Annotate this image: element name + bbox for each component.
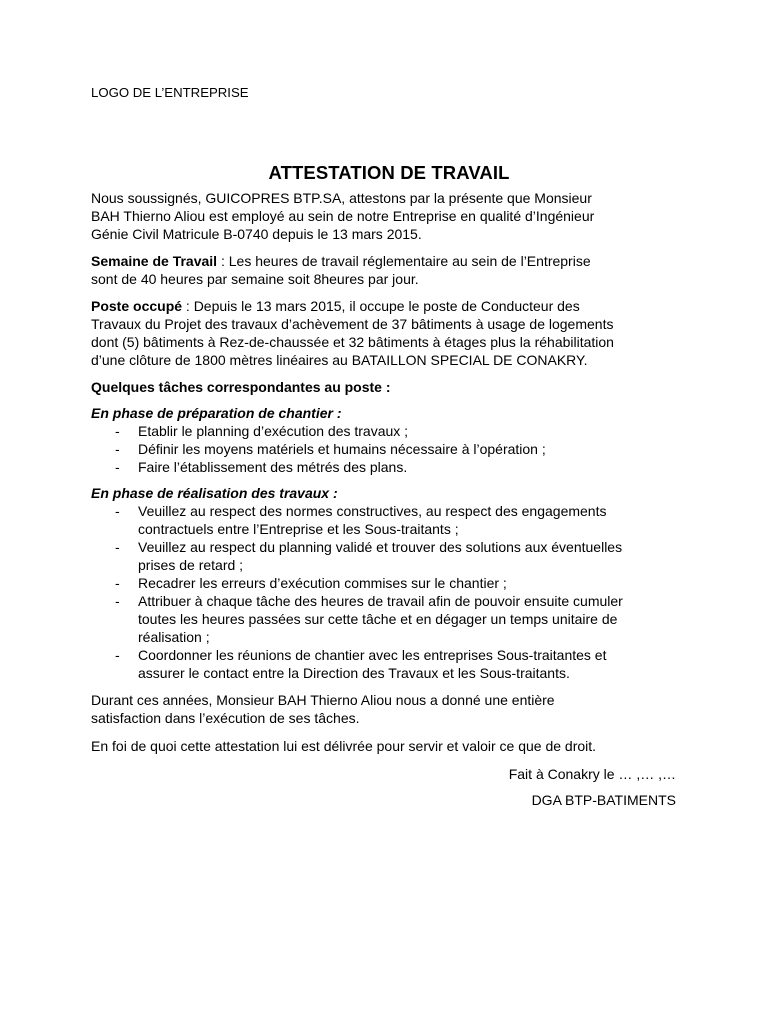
list-item — [91, 458, 687, 476]
dash-bullet: - — [115, 423, 120, 439]
intro-line: BAH Thierno Aliou est employé au sein de notre Entreprise en qualité d’Ingénieur — [91, 208, 595, 224]
tasks-heading: Quelques tâches correspondantes au poste : — [91, 379, 391, 395]
phase-preparation-list — [91, 422, 687, 476]
work-week-label: Semaine de Travail — [91, 253, 218, 269]
list-item-line: toutes les heures passées sur cette tâche et en dégager un temps unitaire de — [138, 611, 618, 627]
list-item-line: Etablir le planning d’exécution des travaux ; — [138, 423, 409, 439]
position-line: : Depuis le 13 mars 2015, il occupe le poste de Conducteur des — [182, 298, 580, 314]
list-item — [91, 538, 687, 574]
document-title: ATTESTATION DE TRAVAIL — [268, 162, 510, 183]
dash-bullet: - — [115, 593, 120, 609]
list-item-line: Coordonner les réunions de chantier avec les entreprises Sous-traitantes et — [138, 647, 607, 663]
list-item — [91, 574, 687, 592]
intro-line: Génie Civil Matricule B-0740 depuis le 13 mars 2015. — [91, 226, 422, 242]
position-line: d’une clôture de 1800 mètres linéaires au BATAILLON SPECIAL DE CONAKRY. — [91, 352, 588, 368]
satisfaction-line: satisfaction dans l’exécution de ses tâches. — [91, 710, 360, 726]
list-item-line: Définir les moyens matériels et humains nécessaire à l’opération ; — [138, 441, 546, 457]
list-item-line: réalisation ; — [138, 629, 210, 645]
satisfaction-line: Durant ces années, Monsieur BAH Thierno Aliou nous a donné une entière — [91, 692, 555, 708]
list-item-line: Veuillez au respect des normes constructives, au respect des engagements — [138, 503, 607, 519]
work-week-line: : Les heures de travail réglementaire au sein de l’Entreprise — [217, 253, 591, 269]
list-item-line: assurer le contact entre la Direction des Travaux et les Sous-traitants. — [138, 665, 570, 681]
position-line: Travaux du Projet des travaux d’achèvement de 37 bâtiments à usage de logements — [91, 316, 614, 332]
list-item-line: Veuillez au respect du planning validé et trouver des solutions aux éventuelles — [138, 539, 623, 555]
list-item — [91, 502, 687, 538]
intro-paragraph — [91, 189, 687, 243]
list-item-line: contractuels entre l’Entreprise et les Sous-traitants ; — [138, 521, 459, 537]
dash-bullet: - — [115, 575, 120, 591]
position-paragraph — [91, 297, 687, 369]
dash-bullet: - — [115, 441, 120, 457]
list-item-line: Attribuer à chaque tâche des heures de travail afin de pouvoir ensuite cumuler — [138, 593, 623, 609]
list-item — [91, 440, 687, 458]
list-item-line: Recadrer les erreurs d’exécution commises sur le chantier ; — [138, 575, 507, 591]
list-item — [91, 646, 687, 682]
list-item — [91, 422, 687, 440]
phase-preparation-heading: En phase de préparation de chantier : — [91, 405, 342, 421]
intro-line: Nous soussignés, GUICOPRES BTP.SA, attestons par la présente que Monsieur — [91, 190, 592, 206]
dash-bullet: - — [115, 503, 120, 519]
list-item-line: prises de retard ; — [138, 557, 244, 573]
place-date-line: Fait à Conakry le … ,… ,… — [508, 766, 676, 782]
position-label: Poste occupé — [91, 298, 183, 314]
dash-bullet: - — [115, 647, 120, 663]
phase-realisation-heading: En phase de réalisation des travaux : — [91, 485, 338, 501]
company-logo-placeholder: LOGO DE L’ENTREPRISE — [91, 85, 249, 100]
closing-statement: En foi de quoi cette attestation lui est délivrée pour servir et valoir ce que de droit. — [91, 738, 597, 754]
phase-realisation-list — [91, 502, 687, 682]
work-week-line: sont de 40 heures par semaine soit 8heures par jour. — [91, 271, 419, 287]
satisfaction-paragraph — [91, 691, 687, 727]
document-page — [91, 85, 687, 809]
work-week-paragraph — [91, 252, 687, 288]
signatory: DGA BTP-BATIMENTS — [531, 792, 676, 808]
list-item — [91, 592, 687, 646]
dash-bullet: - — [115, 459, 120, 475]
dash-bullet: - — [115, 539, 120, 555]
list-item-line: Faire l’établissement des métrés des plans. — [138, 459, 408, 475]
position-line: dont (5) bâtiments à Rez-de-chaussée et 32 bâtiments à étages plus la réhabilitation — [91, 334, 614, 350]
